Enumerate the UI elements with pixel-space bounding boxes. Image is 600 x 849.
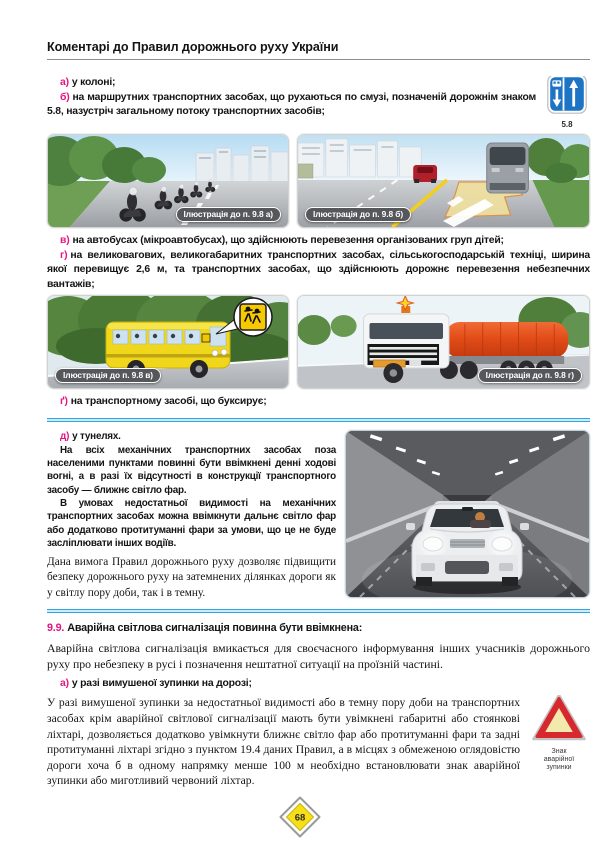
- item-g-marker: г): [60, 249, 68, 261]
- tunnel-car-illustration: [346, 431, 589, 597]
- item-b-text: на маршрутних транспортних засобах, що рухаються по смузі, позначеній дорожнім знаком 5.8, назустріч загальному потоку транспортних засобів;: [47, 91, 536, 118]
- page-number-text: 68: [294, 812, 306, 824]
- figure-caption-b: Ілюстрація до п. 9.8 б): [305, 207, 411, 222]
- section-9-9-title: Аварійна світлова сигналізація повинна бути ввімкнена:: [67, 622, 363, 635]
- section-divider: [47, 418, 590, 423]
- section-divider-2: [47, 609, 590, 614]
- rule-item-v: [47, 234, 590, 249]
- figure-caption-a: Ілюстрація до п. 9.8 а): [176, 207, 282, 222]
- warning-triangle-icon: [530, 695, 588, 743]
- tunnel-comment: Дана вимога Правил дорожнього руху дозволяє підвищити безпеку дорожнього руху на затемнених ділянках дороги як у світлу пору доби, так і в темну.: [47, 556, 336, 599]
- figure-school-bus: [47, 295, 289, 389]
- tunnel-paragraph-1: На всіх механічних транспортних засобах поза населеними пунктами повинні бути ввімкнені денні ходові вогні, а в разі їх відсутності в конструкції транспортного засобу — ближнє світло фар.: [47, 444, 336, 496]
- item-gh-text: на транспортному засобі, що буксирує;: [70, 396, 267, 408]
- road-sign-5-8-label: 5.8: [561, 120, 573, 129]
- item-b-marker: б): [60, 91, 70, 103]
- figure-caption-g: Ілюстрація до п. 9.8 г): [478, 368, 582, 383]
- tunnel-section: [47, 430, 590, 600]
- section-9-8-intro: [47, 76, 590, 131]
- item-d-marker: д): [60, 431, 70, 443]
- page-header: Коментарі до Правил дорожнього руху України: [47, 40, 590, 60]
- emergency-stop-sign-caption: Знак аварійної зупинки: [543, 748, 575, 772]
- tunnel-paragraph-2: В умовах недостатньої видимості на механічних транспортних засобах можна ввімкнути дальнє світло фар або додатково протитуманні фари за умови, що це не буде засліплювати інших водіїв.: [47, 497, 336, 549]
- section-9-9-number: 9.9.: [47, 622, 65, 635]
- figure-motorcycle-column: [47, 134, 289, 228]
- road-sign-5-8: [544, 76, 590, 129]
- rule-item-a: [47, 76, 590, 91]
- item-a-99-marker: а): [60, 677, 69, 689]
- page-footer: [0, 795, 600, 844]
- rule-item-g: [47, 249, 590, 293]
- figure-caption-v: Ілюстрація до п. 9.8 в): [55, 368, 161, 383]
- item-a-text: у колоні;: [71, 77, 116, 88]
- figure-row-1: [47, 134, 590, 228]
- rule-item-a-99: [47, 677, 590, 692]
- item-a-marker: а): [60, 77, 69, 88]
- item-gh-marker: ґ): [60, 396, 68, 408]
- section-9-9-intro: Аварійна світлова сигналізація вмикається для своєчасного інформування інших учасників дорожнього руху про небезпеку в русі і позначення нештатної ситуації на проїзній частині.: [47, 640, 590, 671]
- item-v-marker: в): [60, 235, 70, 246]
- rule-item-d: [47, 430, 336, 443]
- figure-row-2: [47, 295, 590, 389]
- priority-diamond-icon: [278, 795, 322, 839]
- item-a-99-text: у разі вимушеної зупинки на дорозі;: [71, 677, 252, 689]
- item-d-text: у тунелях.: [72, 431, 121, 443]
- item-v-text: на автобусах (мікроавтобусах), що здійснюють перевезення організованих груп дітей;: [72, 235, 504, 246]
- item-g-text: на великовагових, великогабаритних транспортних засобах, сільськогосподарській техніці, ширина якої перевищує 2,6 м, та транспортних засобах, що здійснюють дорожнє перевезення небезпечних вантажів;: [47, 249, 590, 290]
- rule-item-b: [47, 91, 590, 120]
- figure-tunnel: [345, 430, 590, 598]
- figure-bus-lane: [297, 134, 590, 228]
- section-9-9-heading: [47, 621, 590, 636]
- page-number-badge: [278, 795, 322, 844]
- figure-tanker-truck: [297, 295, 590, 389]
- tunnel-text-column: [47, 430, 336, 600]
- rule-item-gh: [47, 395, 590, 410]
- bus-lane-sign-icon: [547, 76, 587, 114]
- section-9-9-body: [47, 695, 590, 789]
- section-9-9-body-text: У разі вимушеної зупинки за недостатньої видимості або в темну пору доби на транспортних засобах крім аварійної світлової сигналізації мають бути увімкнені габаритні або стоянкові ліхтарі, дозволяється додатково увімкнути ближнє світло фар або протитуманні фари та задні протитуманні ліхтарі згідно з пунктом 19.4 даних Правил, а в місцях з обмеженою оглядовістю дороги хоча б в одному напрямку менше 100 м необхідно встановлювати знак аварійної зупинки або миготливий червоний ліхтар.: [47, 696, 520, 788]
- emergency-stop-sign: [528, 695, 590, 772]
